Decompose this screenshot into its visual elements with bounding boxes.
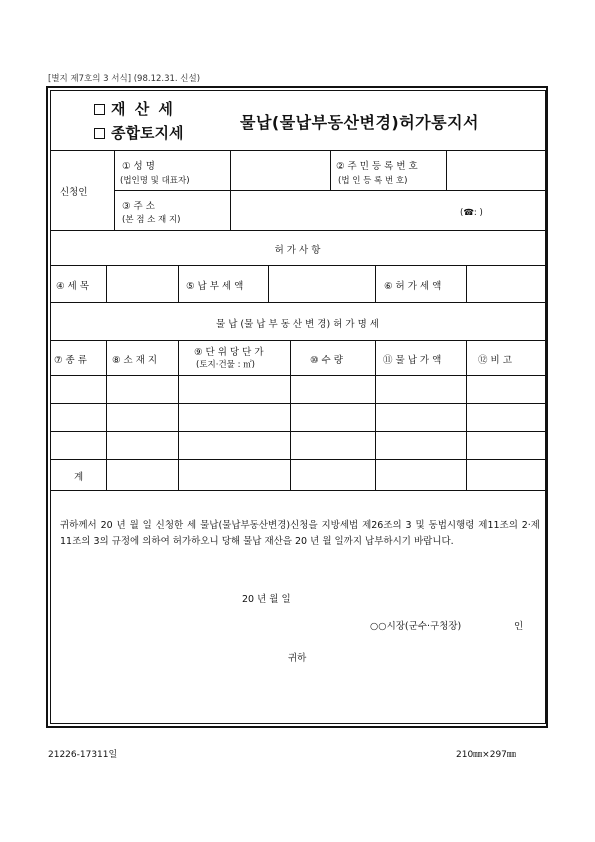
tax-option-land[interactable]: 종합토지세 xyxy=(94,122,183,143)
col-unit-price: ⑨ 단 위 당 단 가 xyxy=(194,347,264,358)
seal-mark: 인 xyxy=(514,621,524,632)
address-label: ③ 주 소 xyxy=(122,201,155,212)
tax-item-label: ④ 세 목 xyxy=(56,281,89,292)
paper-size: 210㎜×297㎜ xyxy=(456,750,516,760)
name-sublabel: (법인명 및 대표자) xyxy=(120,176,190,186)
col-type: ⑦ 종 류 xyxy=(54,355,87,366)
col-unit-price-sub: (토지·건물 : ㎡) xyxy=(196,360,255,370)
col-payment-value: ⑪ 물 납 가 액 xyxy=(383,355,442,366)
checkbox-icon[interactable] xyxy=(94,104,105,115)
id-number-label: ② 주 민 등 록 번 호 xyxy=(336,161,418,172)
phone-field: (☎: ) xyxy=(460,208,483,218)
permit-amount-label: ⑥ 허 가 세 액 xyxy=(384,281,442,292)
id-number-sublabel: (법 인 등 록 번 호) xyxy=(338,176,408,186)
checkbox-icon[interactable] xyxy=(94,128,105,139)
detail-heading: 물 납 (물 납 부 동 산 변 경) 허 가 명 세 xyxy=(216,319,379,330)
form-code: 21226-17311일 xyxy=(48,750,118,760)
form-title: 물납(물납부동산변경)허가통지서 xyxy=(240,113,480,132)
address-sublabel: (본 점 소 재 지) xyxy=(122,215,181,225)
issue-date: 20 년 월 일 xyxy=(242,594,291,605)
col-quantity: ⑩ 수 량 xyxy=(310,355,343,366)
payment-amount-label: ⑤ 납 부 세 액 xyxy=(186,281,244,292)
permit-heading: 허 가 사 항 xyxy=(274,245,321,256)
name-label: ① 성 명 xyxy=(122,161,155,172)
form-reference: [별지 제7호의 3 서식] (98.12.31. 신설) xyxy=(48,74,201,84)
recipient-label: 귀하 xyxy=(288,653,307,664)
tax-option-property[interactable]: 재 산 세 xyxy=(94,98,175,119)
issuer: ○○시장(군수·구청장) xyxy=(370,621,462,632)
notice-text: 귀하께서 20 년 월 일 신청한 세 물납(물납부동산변경)신청을 지방세법 제26조의 3 및 동법시행령 제11조의 2·제11조의 3의 규정에 의하여 허가하오니 당해 물납 재산을 20 년 월 일까지 납부하시기 바랍니다. xyxy=(60,520,540,547)
total-label: 계 xyxy=(74,472,84,483)
col-location: ⑧ 소 재 지 xyxy=(112,355,158,366)
applicant-label: 신청인 xyxy=(60,187,88,198)
col-remarks: ⑫ 비 고 xyxy=(478,355,512,366)
